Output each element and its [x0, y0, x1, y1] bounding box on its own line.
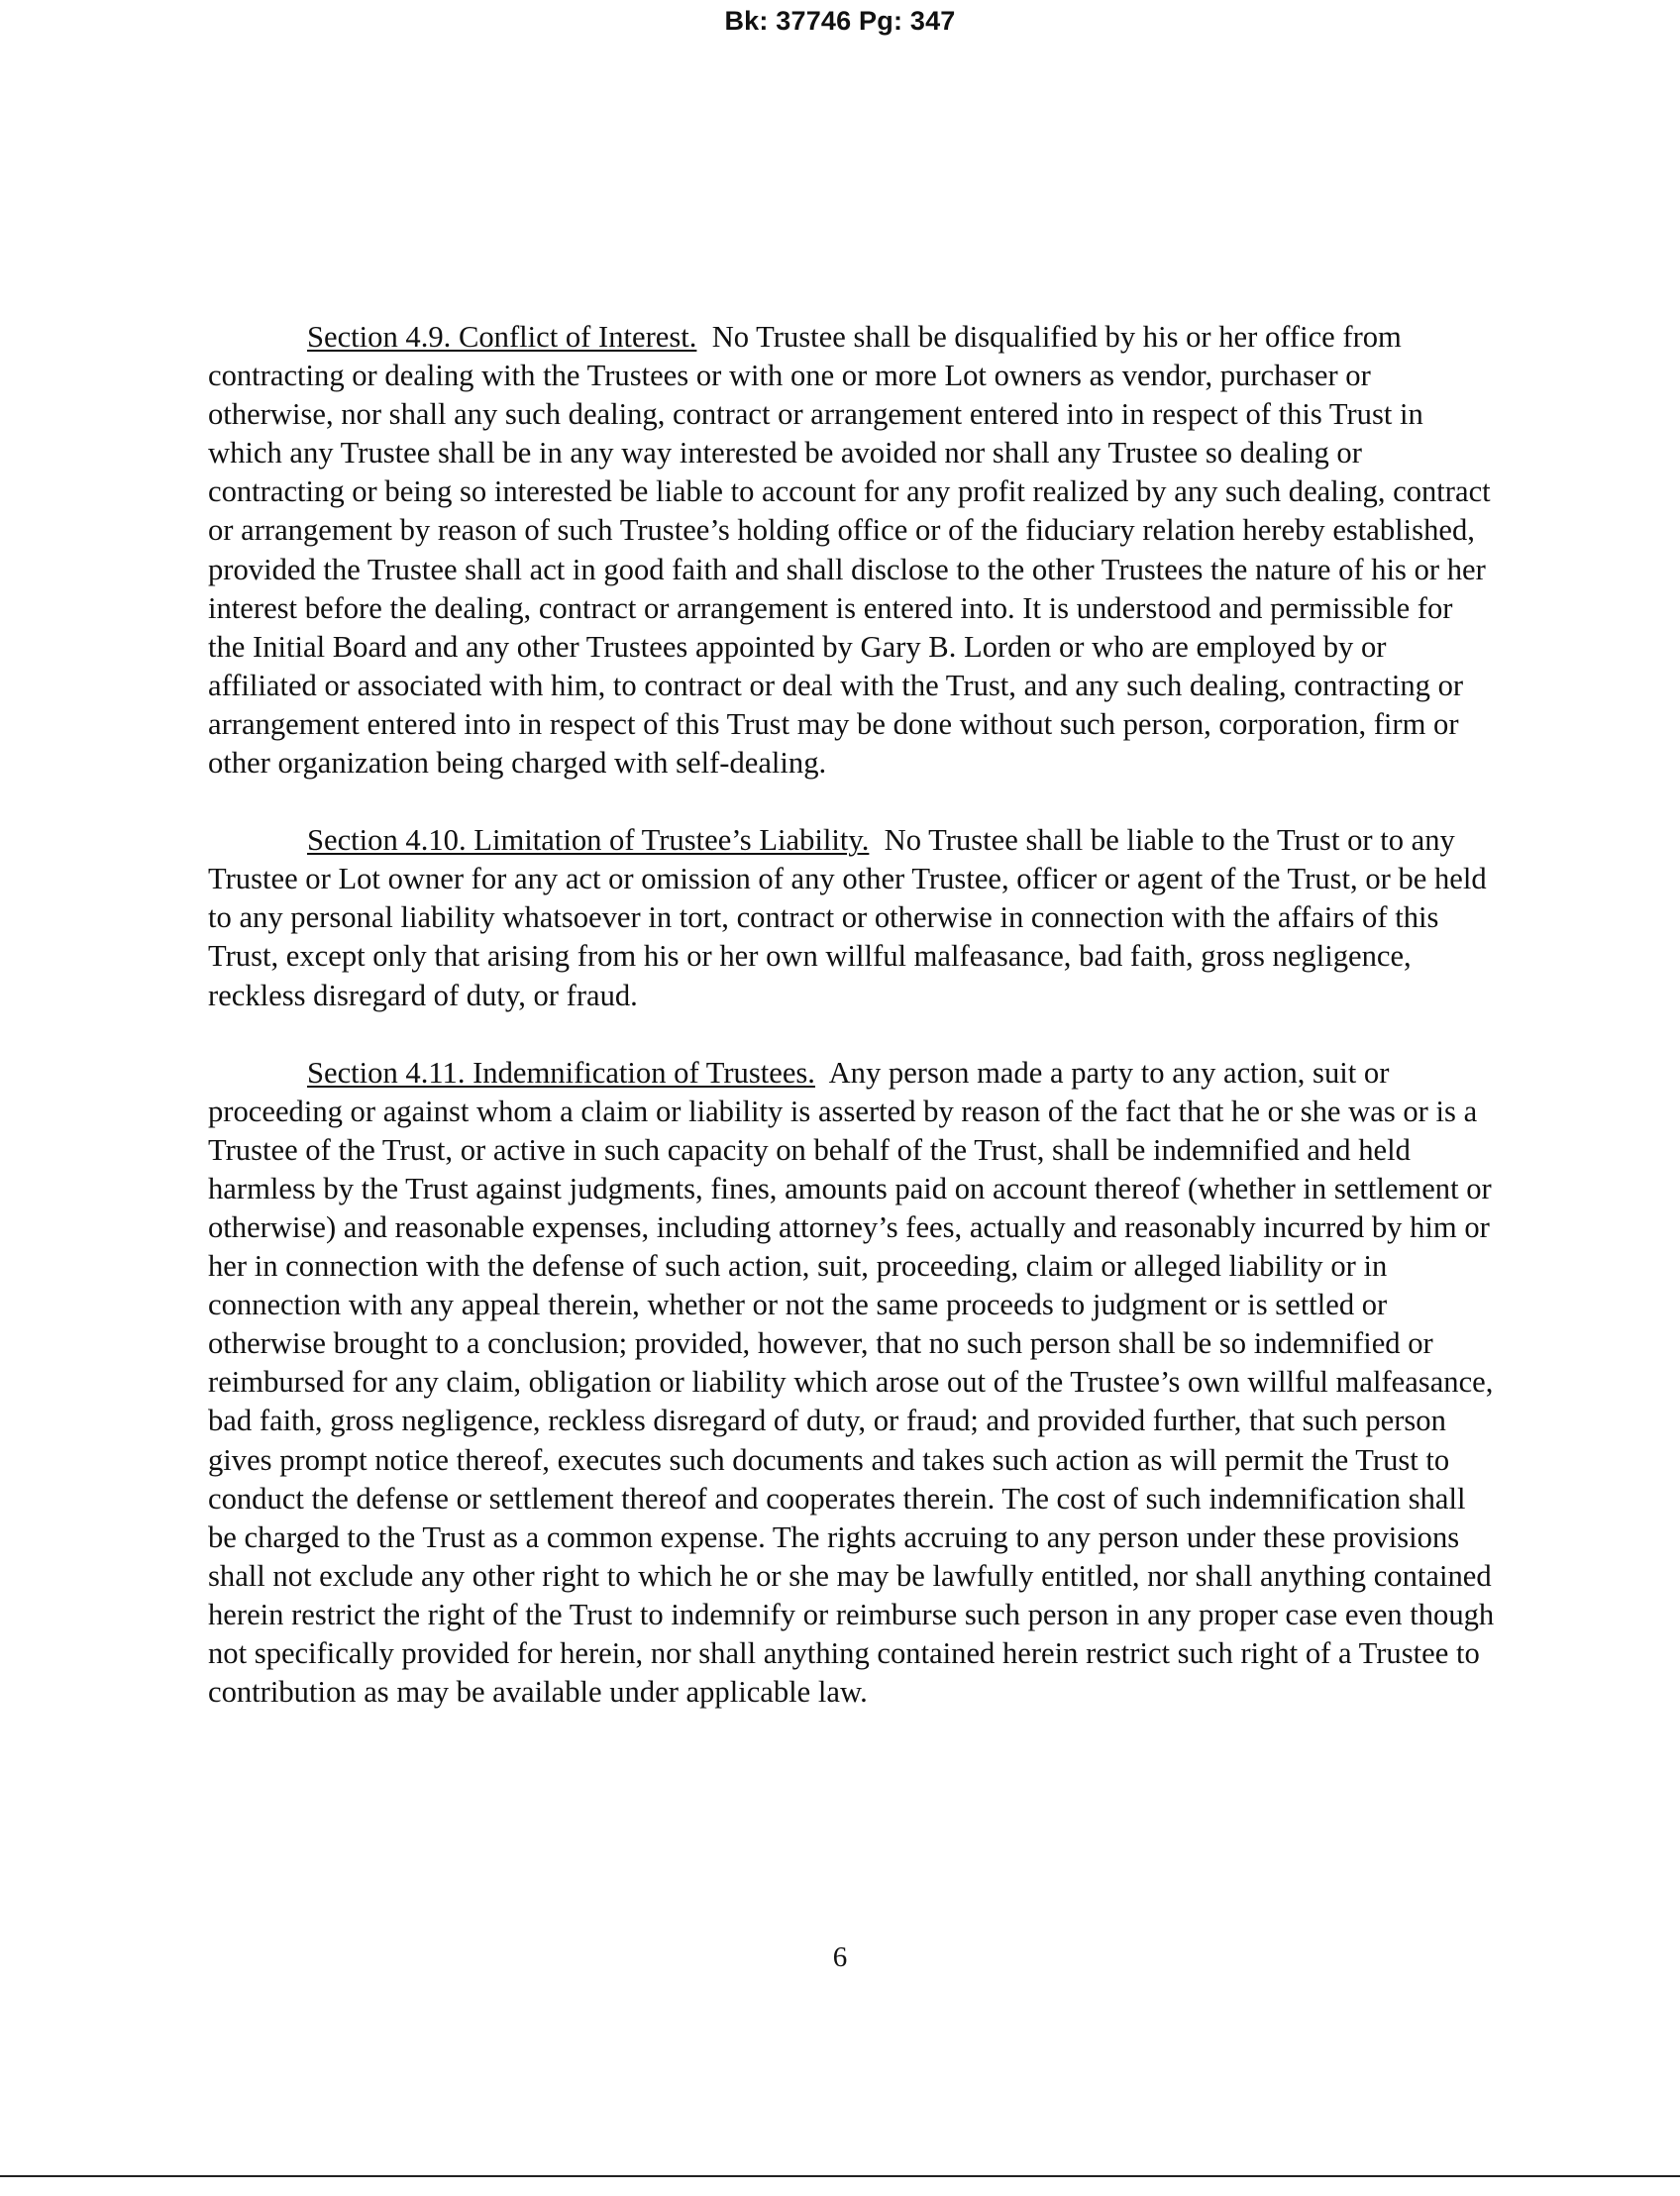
section-text: Any person made a party to any action, suit or proceeding or against whom a claim or liability is asserted by reason of the fact that he or she was or is a Trustee of the Trust, or active in such capacity on behalf of the Trust, shall be indemnified and held harmless by the Trust against judgments, fines, amounts paid on account thereof (whether in settlement or otherwise) and reasonable expenses, including attorney’s fees, actually and reasonably incurred by him or her in connection with the defense of such action, suit, proceeding, claim or alleged liability or in connection with any appeal therein, whether or not the same proceeds to judgment or is settled or otherwise brought to a conclusion; provided, however, that no such person shall be so indemnified or reimbursed for any claim, obligation or liability which arose out of the Trustee’s own willful malfeasance, bad faith, gross negligence, reckless disregard of duty, or fraud; and provided further, that such person gives prompt notice thereof, executes such documents and takes such action as will permit the Trust to conduct the defense or settlement thereof and cooperates therein. The cost of such indemnification shall be charged to the Trust as a common expense. The rights accruing to any person under these provisions shall not exclude any other right to which he or she may be lawfully entitled, nor shall anything contained herein restrict the right of the Trust to indemnify or reimburse such person in any proper case even though not specifically provided for herein, nor shall anything contained herein restrict such right of a Trustee to contribution as may be available under applicable law. — [208, 1055, 1495, 1710]
section-text: No Trustee shall be liable to the Trust or to any Trustee or Lot owner for any act or omission of any other Trustee, officer or agent of the Trust, or be held to any personal liability whatsoever in tort, contract or otherwise in connection with the affairs of this Trust, except only that arising from his or her own willful malfeasance, bad faith, gross negligence, reckless disregard of duty, or fraud. — [208, 823, 1487, 1012]
bottom-scan-rule — [0, 2175, 1680, 2177]
section-4-11 — [208, 1054, 1496, 1713]
page-number: 6 — [832, 1941, 848, 1973]
section-text: No Trustee shall be disqualified by his or her office from contracting or dealing with the Trustees or with one or more Lot owners as vendor, purchaser or otherwise, nor shall any such dealing, contract or arrangement entered into in respect of this Trust in which any Trustee shall be in any way interested be avoided nor shall any Trustee so dealing or contracting or being so interested be liable to account for any profit realized by any such dealing, contract or arrangement by reason of such Trustee’s holding office or of the fiduciary relation hereby established, provided the Trustee shall act in good faith and shall disclose to the other Trustees the nature of his or her interest before the dealing, contract or arrangement is entered into. It is understood and permissible for the Initial Board and any other Trustees appointed by Gary B. Lorden or who are employed by or affiliated or associated with him, to contract or deal with the Trust, and any such dealing, contracting or arrangement entered into in respect of this Trust may be done without such person, corporation, firm or other organization being charged with self-dealing. — [208, 320, 1491, 781]
book-page-stamp: Bk: 37746 Pg: 347 — [724, 6, 956, 36]
section-4-10 — [208, 821, 1496, 1014]
section-4-9 — [208, 318, 1496, 783]
section-heading: Section 4.11. Indemnification of Trustees. — [307, 1055, 815, 1090]
document-body — [208, 318, 1496, 1750]
section-heading: Section 4.9. Conflict of Interest. — [307, 320, 697, 354]
section-heading: Section 4.10. Limitation of Trustee’s Liability. — [307, 823, 870, 858]
